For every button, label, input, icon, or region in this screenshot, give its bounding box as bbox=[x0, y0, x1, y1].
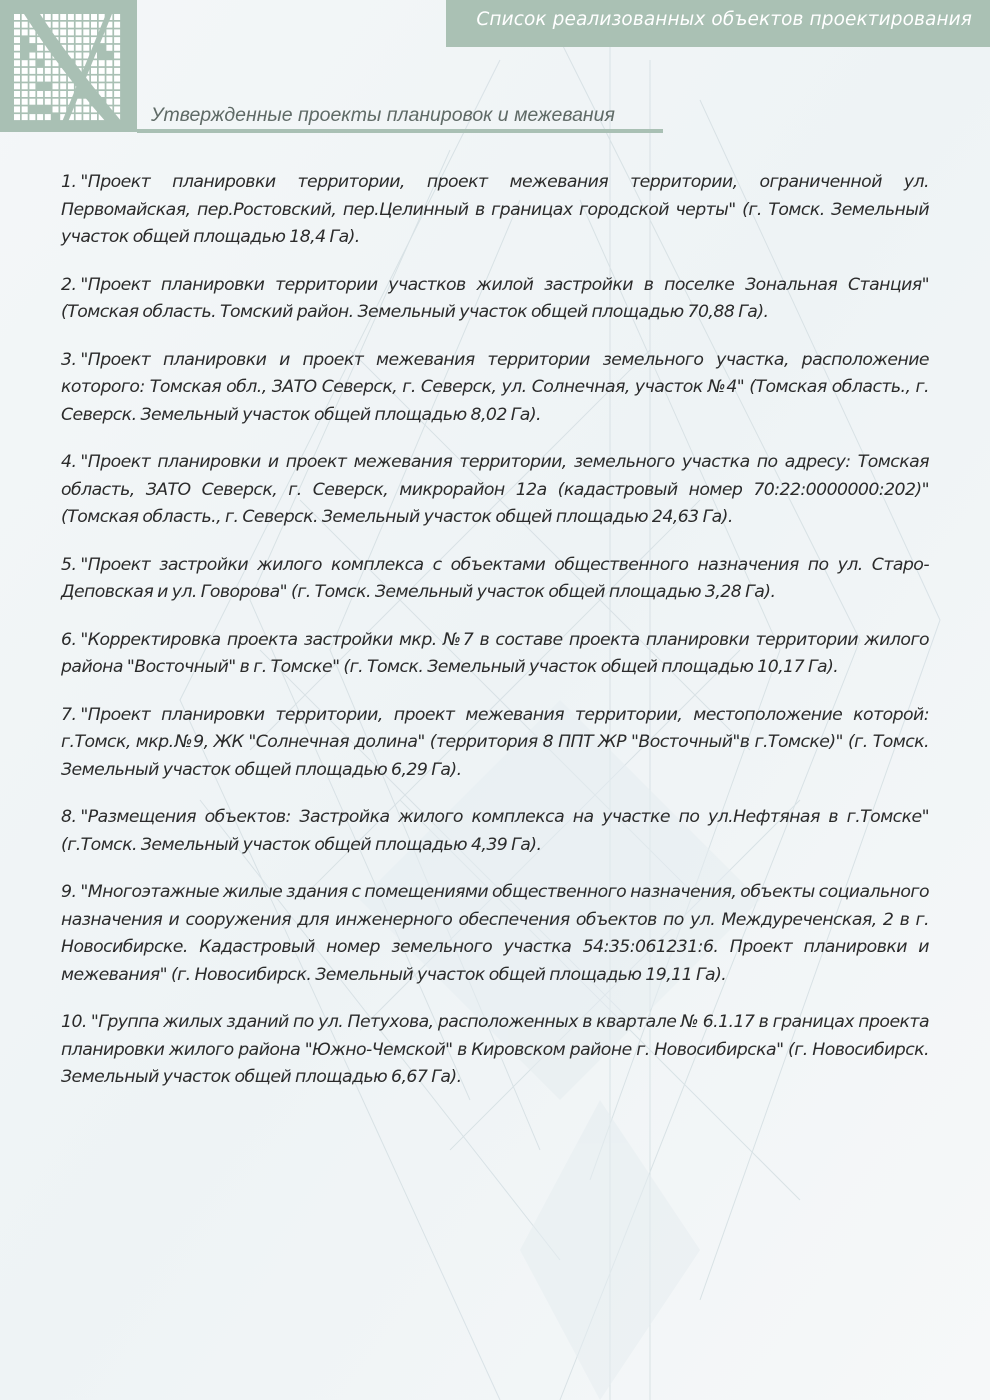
logo-grid-cell bbox=[45, 68, 51, 74]
logo-grid-cell bbox=[14, 76, 20, 82]
logo-grid-cell bbox=[106, 68, 112, 74]
logo-grid-cell bbox=[14, 106, 20, 112]
logo-grid-cell bbox=[45, 14, 51, 20]
logo-grid-cell bbox=[106, 91, 112, 97]
list-item bbox=[61, 449, 929, 532]
logo-grid-cell bbox=[14, 45, 20, 51]
logo-grid-cell bbox=[45, 114, 51, 120]
logo-grid-cell bbox=[60, 91, 66, 97]
logo-grid-cell bbox=[68, 83, 74, 89]
logo-grid-cell bbox=[53, 68, 59, 74]
logo-grid-cell bbox=[83, 114, 89, 120]
logo-grid-cell bbox=[14, 91, 20, 97]
list-item bbox=[61, 347, 929, 430]
logo-grid-cell bbox=[99, 68, 105, 74]
logo-grid-cell bbox=[91, 114, 97, 120]
logo-grid-cell bbox=[14, 22, 20, 28]
list-item bbox=[61, 804, 929, 859]
logo-grid-cell bbox=[114, 22, 120, 28]
logo-grid-cell bbox=[37, 99, 43, 105]
item-text: "Многоэтажные жилые здания с помещениями общественного назначения, объекты социального назначения и сооружения для инженерного обеспечения объектов по ул. Междуреченская, 2 в г. Новосибирске. Кадастровый номер земельного участка 54:35:061231:6. Проект планировки и межевания" (г. Новосибирск. Земельный участок общей площадью 19,11 Га). bbox=[61, 882, 929, 985]
logo-grid-cell bbox=[83, 14, 89, 20]
logo-grid-cell bbox=[29, 37, 35, 43]
list-item bbox=[61, 702, 929, 785]
logo-grid-cell bbox=[106, 76, 112, 82]
logo-grid-cell bbox=[60, 22, 66, 28]
logo-grid-cell bbox=[37, 45, 43, 51]
logo-grid-cell bbox=[114, 14, 120, 20]
logo-grid-cell bbox=[114, 53, 120, 59]
logo-grid-cell bbox=[53, 106, 59, 112]
logo-grid-cell bbox=[37, 114, 43, 120]
logo-grid-cell bbox=[76, 22, 82, 28]
list-item bbox=[61, 879, 929, 989]
logo-grid-cell bbox=[14, 68, 20, 74]
list-item bbox=[61, 552, 929, 607]
grid-x-logo-icon bbox=[0, 0, 137, 132]
logo-grid-cell bbox=[91, 68, 97, 74]
logo-grid-cell bbox=[14, 29, 20, 35]
logo-grid-cell bbox=[37, 91, 43, 97]
logo-grid-cell bbox=[29, 29, 35, 35]
logo-grid-cell bbox=[83, 22, 89, 28]
logo-grid-cell bbox=[29, 53, 35, 59]
item-number: 3. bbox=[61, 349, 77, 370]
logo-grid-cell bbox=[22, 114, 28, 120]
item-number: 9. bbox=[61, 882, 77, 902]
logo-grid-cell bbox=[60, 37, 66, 43]
logo-grid-cell bbox=[83, 106, 89, 112]
logo-grid-cell bbox=[45, 60, 51, 66]
logo-grid-cell bbox=[68, 37, 74, 43]
logo-grid-cell bbox=[114, 106, 120, 112]
logo-grid-cell bbox=[22, 68, 28, 74]
header-banner bbox=[446, 0, 990, 47]
item-text: "Проект планировки и проект межевания территории земельного участка, расположение которого: Томская обл., ЗАТО Северск, г. Северск, ул. Солнечная, участок №4" (Томская область., г. Северск. Земельный участок общей площадью 8,02 Га). bbox=[61, 349, 929, 425]
logo-grid-cell bbox=[114, 29, 120, 35]
item-text: "Корректировка проекта застройки мкр. №7 в составе проекта планировки территории жилого района "Восточный" в г. Томске" (г. Томск. Земельный участок общей площадью 10,17 Га). bbox=[61, 629, 929, 677]
logo-grid-cell bbox=[106, 37, 112, 43]
logo-grid-cell bbox=[114, 45, 120, 51]
logo-grid-cell bbox=[14, 83, 20, 89]
item-text: "Проект планировки и проект межевания территории, земельного участка по адресу: Томская область, ЗАТО Северск, г. Северск, микрорайон 12а (кадастровый номер 70:22:0000000:202)" (Томская область., г. Северск. Земельный участок общей площадью 24,63 Га). bbox=[61, 452, 929, 527]
logo-grid-cell bbox=[53, 22, 59, 28]
logo-grid-cell bbox=[106, 29, 112, 35]
item-number: 6. bbox=[61, 629, 77, 650]
logo-grid-cell bbox=[76, 14, 82, 20]
logo-grid-cell bbox=[14, 99, 20, 105]
item-number: 1. bbox=[61, 172, 77, 192]
logo-grid-cell bbox=[76, 45, 82, 51]
logo-grid-cell bbox=[22, 83, 28, 89]
item-number: 10. bbox=[61, 1012, 87, 1032]
logo-grid-cell bbox=[76, 29, 82, 35]
logo-grid-cell bbox=[45, 91, 51, 97]
logo-grid-cell bbox=[60, 83, 66, 89]
logo-grid-cell bbox=[60, 14, 66, 20]
logo-grid-cell bbox=[99, 14, 105, 20]
logo-grid-cell bbox=[76, 114, 82, 120]
logo-grid-cell bbox=[45, 76, 51, 82]
logo-grid-cell bbox=[114, 60, 120, 66]
logo-grid-cell bbox=[22, 76, 28, 82]
logo-grid-cell bbox=[68, 45, 74, 51]
logo-grid-cell bbox=[68, 22, 74, 28]
logo-grid-cell bbox=[53, 76, 59, 82]
logo-grid-cell bbox=[99, 76, 105, 82]
item-text: "Размещения объектов: Застройка жилого комплекса на участке по ул.Нефтяная в г.Томске" (г.Томск. Земельный участок общей площадью 4,39 Га). bbox=[61, 807, 929, 855]
project-list bbox=[61, 169, 929, 1112]
logo-grid-cell bbox=[29, 76, 35, 82]
logo-grid-cell bbox=[106, 45, 112, 51]
logo-grid-cell bbox=[68, 29, 74, 35]
logo-grid-cell bbox=[22, 91, 28, 97]
item-text: "Проект планировки территории, проект межевания территории, ограниченной ул. Первомайская, пер.Ростовский, пер.Целинный в границах городской черты" (г. Томск. Земельный участок общей площадью 18,4 Га). bbox=[61, 172, 929, 247]
logo-grid-cell bbox=[22, 29, 28, 35]
logo-grid-cell bbox=[22, 99, 28, 105]
logo-grid-cell bbox=[83, 37, 89, 43]
logo-grid-cell bbox=[114, 83, 120, 89]
item-number: 5. bbox=[61, 554, 77, 575]
item-text: "Проект планировки территории, проект межевания территории, местоположение которой: г.Томск, мкр.№9, ЖК "Солнечная долина" (территория 8 ППТ ЖР "Восточный"в г.Томске)" (г. Томск. Земельный участок общей площадью 6,29 Га). bbox=[61, 704, 929, 780]
logo-grid-cell bbox=[91, 76, 97, 82]
logo-grid-cell bbox=[114, 37, 120, 43]
item-number: 2. bbox=[61, 274, 77, 295]
logo-grid-cell bbox=[91, 14, 97, 20]
company-logo bbox=[0, 0, 137, 132]
logo-grid-cell bbox=[14, 14, 20, 20]
logo-grid-cell bbox=[60, 76, 66, 82]
logo-grid-cell bbox=[91, 29, 97, 35]
logo-grid-cell bbox=[114, 68, 120, 74]
logo-grid-cell bbox=[53, 91, 59, 97]
logo-grid-cell bbox=[76, 106, 82, 112]
logo-grid-cell bbox=[37, 53, 43, 59]
logo-grid-cell bbox=[114, 91, 120, 97]
logo-grid-cell bbox=[22, 106, 28, 112]
logo-grid-cell bbox=[76, 53, 82, 59]
logo-grid-cell bbox=[45, 99, 51, 105]
logo-grid-cell bbox=[60, 106, 66, 112]
logo-grid-cell bbox=[114, 99, 120, 105]
item-text: "Проект планировки территории участков жилой застройки в поселке Зональная Станция" (Томская область. Томский район. Земельный участок общей площадью 70,88 Га). bbox=[61, 274, 929, 322]
list-item bbox=[61, 627, 929, 682]
logo-grid-cell bbox=[29, 114, 35, 120]
logo-grid-cell bbox=[53, 14, 59, 20]
logo-grid-cell bbox=[29, 91, 35, 97]
list-item bbox=[61, 272, 929, 327]
logo-grid-cell bbox=[106, 60, 112, 66]
logo-grid-cell bbox=[37, 68, 43, 74]
header-title: Список реализованных объектов проектирования bbox=[476, 9, 972, 30]
list-item bbox=[61, 1009, 929, 1092]
list-item bbox=[61, 169, 929, 252]
logo-grid-cell bbox=[99, 83, 105, 89]
logo-grid-cell bbox=[106, 99, 112, 105]
logo-grid-cell bbox=[29, 60, 35, 66]
item-text: "Проект застройки жилого комплекса с объектами общественного назначения по ул. Старо-Деповская и ул. Говорова" (г. Томск. Земельный участок общей площадью 3,28 Га). bbox=[61, 554, 929, 602]
logo-grid-cell bbox=[29, 99, 35, 105]
logo-grid-cell bbox=[37, 76, 43, 82]
logo-grid-cell bbox=[60, 29, 66, 35]
logo-grid-cell bbox=[14, 37, 20, 43]
logo-grid-cell bbox=[14, 53, 20, 59]
logo-grid-cell bbox=[29, 68, 35, 74]
logo-grid-cell bbox=[29, 83, 35, 89]
logo-grid-cell bbox=[68, 14, 74, 20]
section-subtitle: Утвержденные проекты планировок и межевания bbox=[151, 104, 615, 126]
logo-grid-cell bbox=[91, 22, 97, 28]
item-text: "Группа жилых зданий по ул. Петухова, расположенных в квартале № 6.1.17 в границах проекта планировки жилого района "Южно-Чемской" в Кировском районе г. Новосибирска" (г. Новосибирск. Земельный участок общей площадью 6,67 Га). bbox=[61, 1012, 929, 1087]
logo-grid-cell bbox=[83, 45, 89, 51]
logo-grid-cell bbox=[114, 76, 120, 82]
item-number: 4. bbox=[61, 452, 77, 472]
logo-grid-cell bbox=[99, 60, 105, 66]
logo-grid-cell bbox=[106, 83, 112, 89]
logo-grid-cell bbox=[76, 60, 82, 66]
logo-grid-cell bbox=[14, 114, 20, 120]
logo-grid-cell bbox=[83, 29, 89, 35]
logo-grid-cell bbox=[53, 99, 59, 105]
item-number: 7. bbox=[61, 704, 77, 725]
logo-grid-cell bbox=[76, 37, 82, 43]
item-number: 8. bbox=[61, 807, 77, 827]
logo-grid-cell bbox=[53, 83, 59, 89]
logo-grid-cell bbox=[60, 99, 66, 105]
logo-grid-cell bbox=[14, 60, 20, 66]
logo-grid-cell bbox=[22, 22, 28, 28]
logo-grid-cell bbox=[22, 60, 28, 66]
logo-grid-cell bbox=[45, 53, 51, 59]
subtitle-underline bbox=[137, 129, 663, 133]
